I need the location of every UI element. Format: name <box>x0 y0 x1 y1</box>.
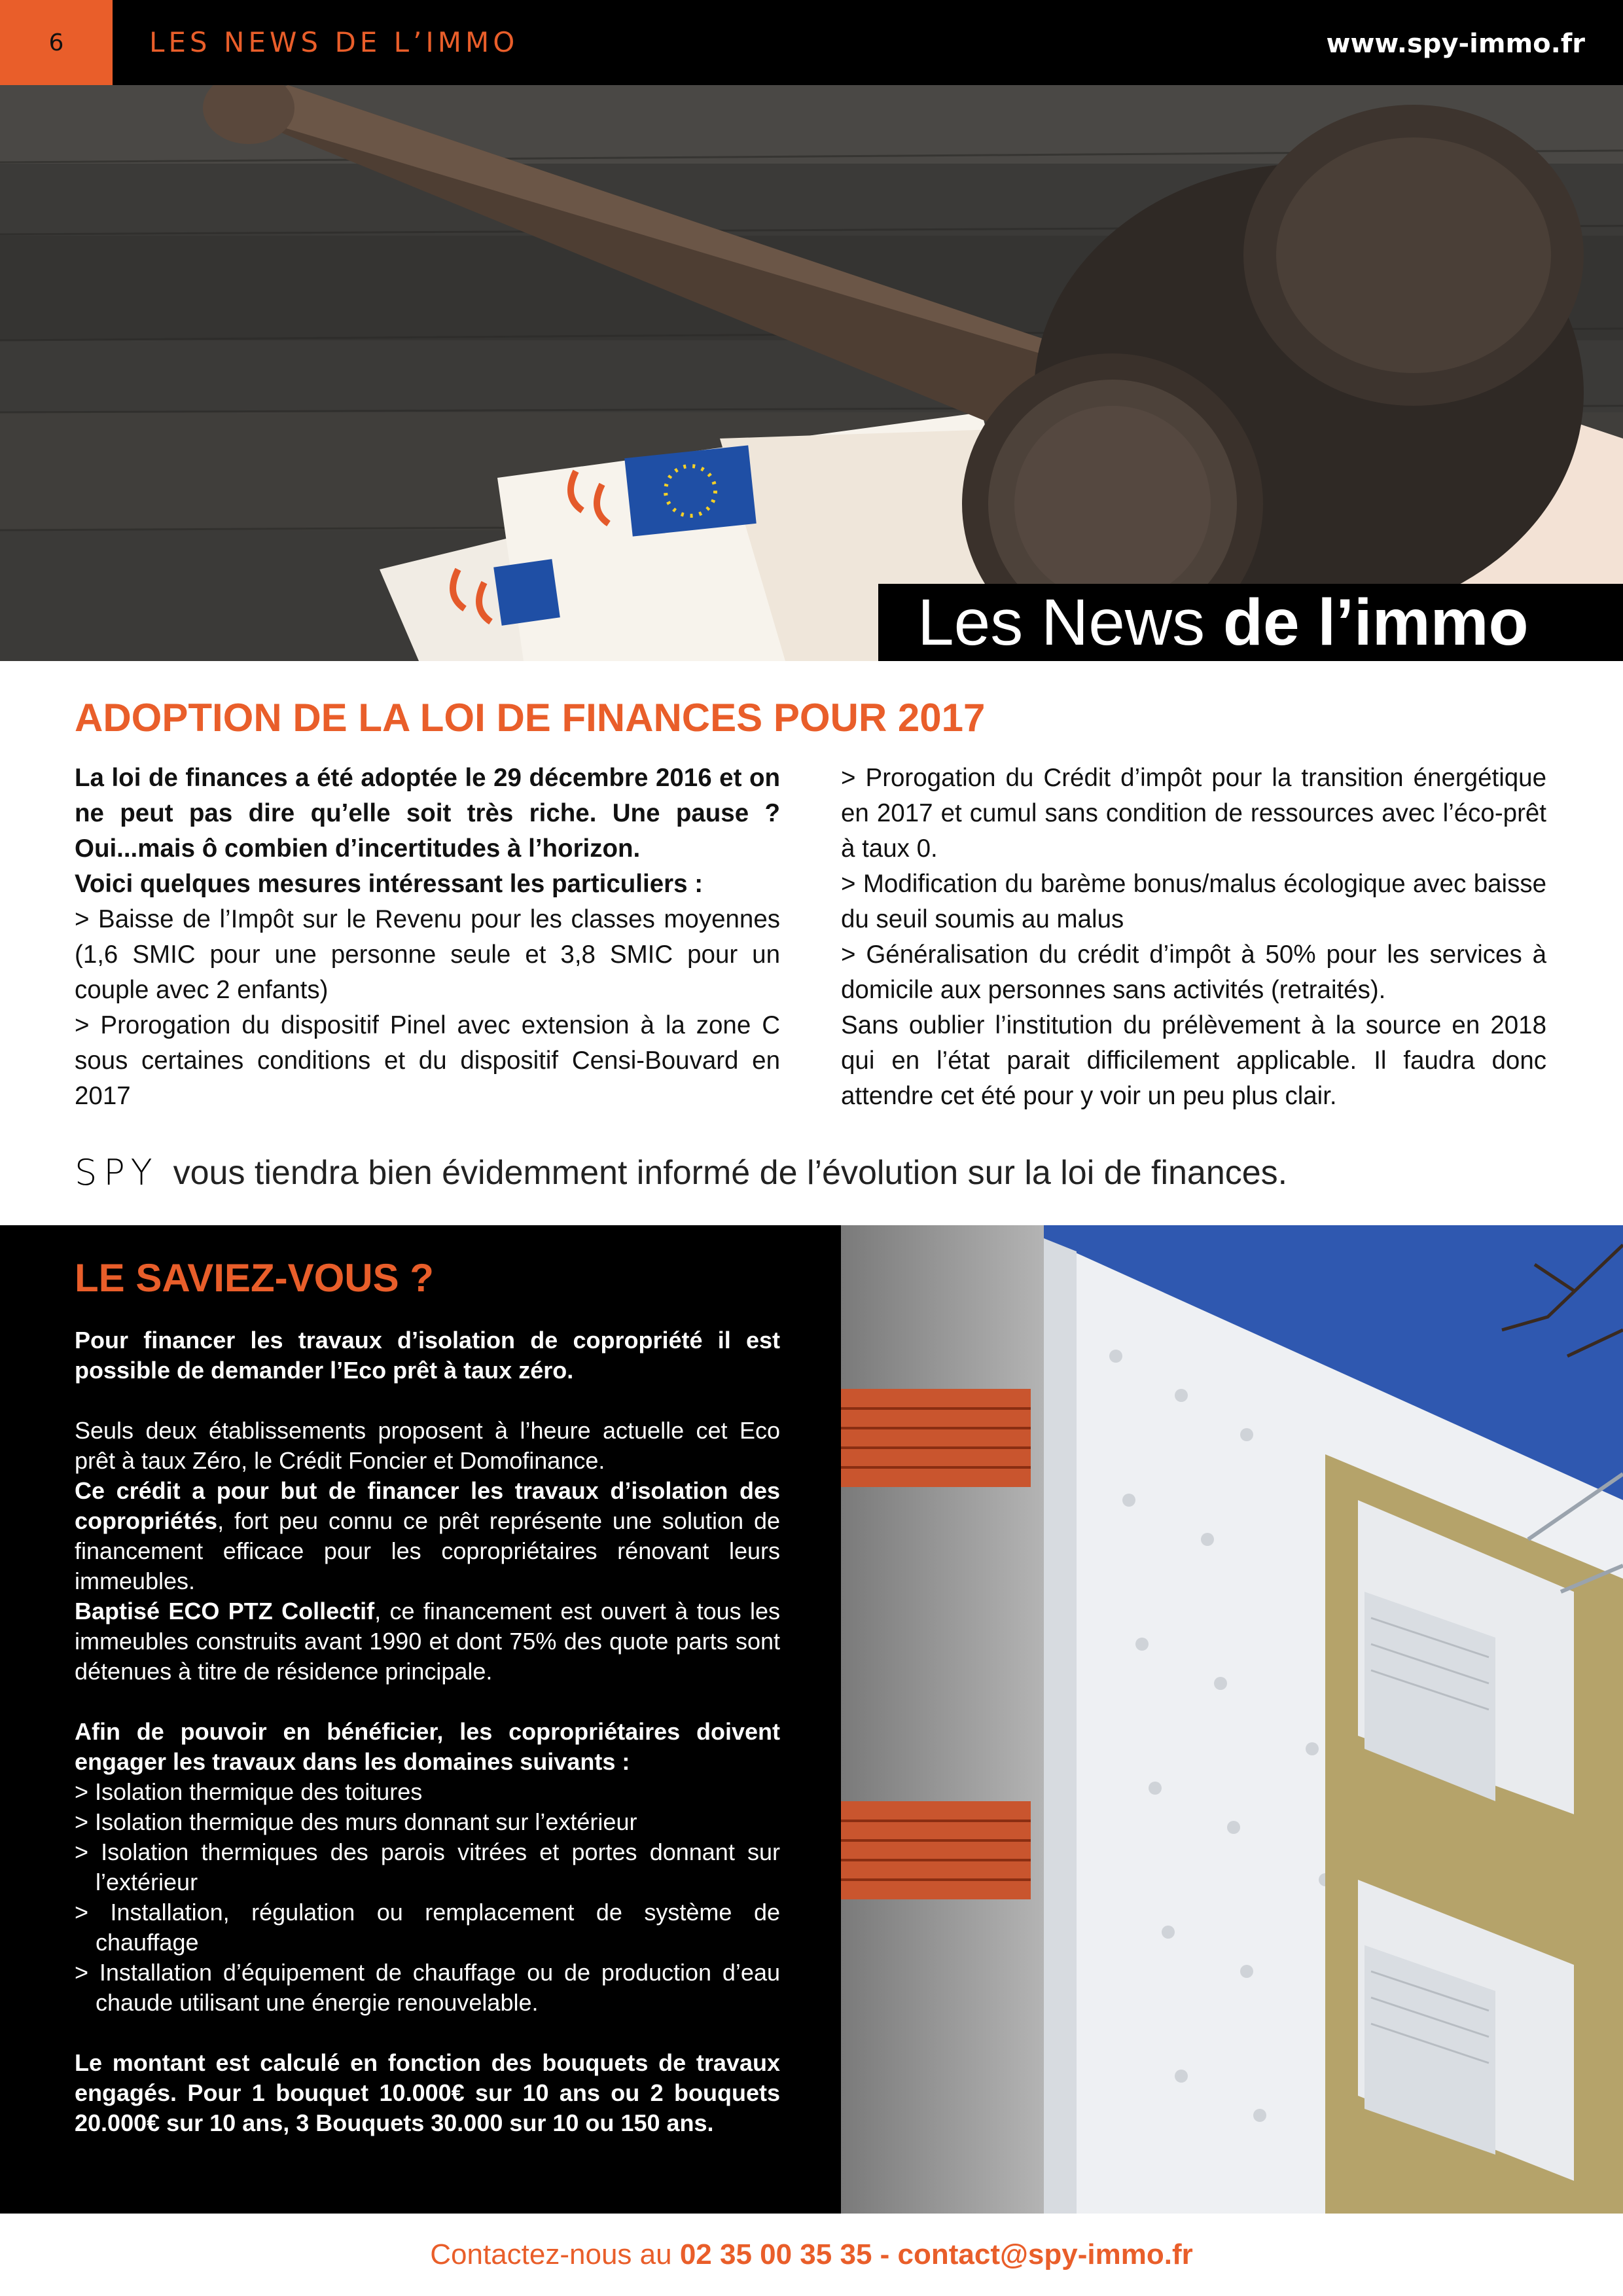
works-item: > Isolation thermique des toitures <box>75 1778 423 1805</box>
footer-prefix: Contactez-nous au <box>430 2238 680 2270</box>
article-left-column <box>75 761 780 1114</box>
measure-item: > Prorogation du Crédit d’impôt pour la transition énergétique en 2017 et cumul sans condition de ressources avec l’éco-prêt à taux 0. <box>841 764 1546 863</box>
spy-statement <box>75 1152 1287 1193</box>
dyk-paragraph <box>75 1476 780 1596</box>
dyk-emphasis: Ce crédit a pour but de financer les travaux d’isolation des copropriétés <box>75 1477 780 1534</box>
gavel-on-euro-banknotes-illustration <box>0 85 1623 661</box>
article-intro: La loi de finances a été adoptée le 29 décembre 2016 et on ne peut pas dire qu’elle soit très riche. Une pause ? Oui...mais ô combien d’incertitudes à l’horizon. <box>75 764 780 863</box>
section-title: LES NEWS DE L’IMMO <box>149 26 519 58</box>
spy-logo: SPY <box>75 1152 159 1193</box>
dyk-conditions: Afin de pouvoir en bénéficier, les copropriétaires doivent engager les travaux dans les domaines suivants : <box>75 1718 780 1775</box>
footer-email[interactable]: contact@spy-immo.fr <box>897 2238 1193 2270</box>
footer-phone[interactable]: 02 35 00 35 35 <box>679 2238 872 2270</box>
dyk-text: , ce financement est ouvert à tous les immeubles construits avant 1990 et dont 75% des quote parts sont détenues à titre de résidence principale. <box>75 1598 780 1685</box>
measures-heading: Voici quelques mesures intéressant les particuliers : <box>75 870 704 898</box>
dyk-lead: Pour financer les travaux d’isolation de copropriété il est possible de demander l’Eco prêt à taux zéro. <box>75 1327 780 1384</box>
article-right-column <box>841 761 1546 1114</box>
article-title: ADOPTION DE LA LOI DE FINANCES POUR 2017 <box>75 696 986 740</box>
article-closing: Sans oublier l’institution du prélèvement à la source en 2018 qui en l’état parait difficilement applicable. Il faudra donc attendre cet été pour y voir un peu plus clair. <box>841 1011 1546 1110</box>
website-link[interactable]: www.spy-immo.fr <box>1326 29 1585 59</box>
hero-image <box>0 85 1623 661</box>
hero-banner <box>878 584 1623 661</box>
did-you-know-body <box>75 1325 780 2138</box>
contact-footer <box>0 2238 1623 2271</box>
measure-item: > Prorogation du dispositif Pinel avec extension à la zone C sous certaines conditions et du dispositif Censi-Bouvard en 2017 <box>75 1011 780 1110</box>
dyk-emphasis: Baptisé ECO PTZ Collectif <box>75 1598 375 1624</box>
dyk-amount: Le montant est calculé en fonction des bouquets de travaux engagés. Pour 1 bouquet 10.000€ sur 10 ans ou 2 bouquets 20.000€ sur 10 ans, 3 Bouquets 30.000 sur 10 ou 150 ans. <box>75 2049 780 2136</box>
measure-item: > Baisse de l’Impôt sur le Revenu pour les classes moyennes (1,6 SMIC pour une personne seule et 3,8 SMIC pour un couple avec 2 enfants) <box>75 905 780 1004</box>
dyk-paragraph: Seuls deux établissements proposent à l’heure actuelle cet Eco prêt à taux Zéro, le Crédit Foncier et Domofinance. <box>75 1417 780 1474</box>
banner-bold-text: de l’immo <box>1222 586 1529 659</box>
dyk-text: , fort peu connu ce prêt représente une solution de financement efficace pour les copropriétaires rénovant leurs immeubles. <box>75 1507 780 1594</box>
measure-item: > Modification du barème bonus/malus écologique avec baisse du seuil soumis au malus <box>841 870 1546 933</box>
did-you-know-title: LE SAVIEZ-VOUS ? <box>75 1256 434 1300</box>
dyk-paragraph <box>75 1596 780 1687</box>
works-item: > Installation, régulation ou remplacement de système de chauffage <box>75 1899 780 1956</box>
spy-statement-text: vous tiendra bien évidemment informé de l’évolution sur la loi de finances. <box>173 1153 1288 1192</box>
works-item: > Isolation thermiques des parois vitrées et portes donnant sur l’extérieur <box>75 1839 780 1895</box>
banner-light-text: Les News <box>918 586 1223 659</box>
measure-item: > Généralisation du crédit d’impôt à 50% pour les services à domicile aux personnes sans activités (retraités). <box>841 941 1546 1004</box>
building-insulation-image <box>841 1225 1623 2214</box>
works-item: > Isolation thermique des murs donnant sur l’extérieur <box>75 1808 637 1835</box>
page-number: 6 <box>0 0 113 85</box>
footer-separator: - <box>872 2238 898 2270</box>
building-facade-illustration <box>841 1225 1623 2214</box>
works-item: > Installation d’équipement de chauffage ou de production d’eau chaude utilisant une énergie renouvelable. <box>75 1959 780 2016</box>
